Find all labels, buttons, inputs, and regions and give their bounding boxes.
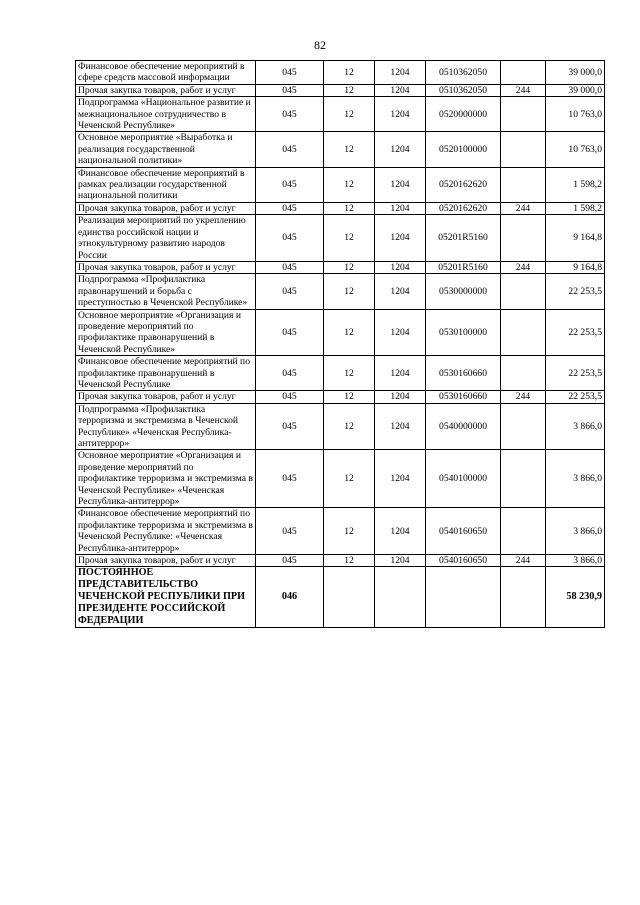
subsection-code-cell: 1204 xyxy=(375,215,426,262)
subsection-code-cell: 1204 xyxy=(375,97,426,132)
section-code-cell: 12 xyxy=(324,508,375,555)
table-row xyxy=(76,132,605,167)
table-row xyxy=(76,555,605,567)
amount-cell: 3 866,0 xyxy=(546,403,605,450)
target-article-cell: 0540000000 xyxy=(426,403,501,450)
ministry-code-cell: 045 xyxy=(256,132,324,167)
amount-cell: 10 763,0 xyxy=(546,97,605,132)
amount-cell: 58 230,9 xyxy=(546,567,605,628)
subsection-code-cell: 1204 xyxy=(375,61,426,85)
amount-cell: 3 866,0 xyxy=(546,450,605,508)
row-name-cell: Финансовое обеспечение мероприятий в сфере средств массовой информации xyxy=(76,61,256,85)
table-row xyxy=(76,97,605,132)
ministry-code-cell: 045 xyxy=(256,450,324,508)
subsection-code-cell: 1204 xyxy=(375,450,426,508)
amount-cell: 1 598,2 xyxy=(546,167,605,202)
budget-table xyxy=(75,60,605,628)
row-name-cell: Финансовое обеспечение мероприятий в рамках реализации государственной национальной политики xyxy=(76,167,256,202)
budget-table-body xyxy=(76,61,605,628)
row-name-cell: Основное мероприятие «Организация и проведение мероприятий по профилактике правонарушений в Чеченской Республике» xyxy=(76,309,256,356)
ministry-code-cell: 045 xyxy=(256,61,324,85)
subsection-code-cell: 1204 xyxy=(375,167,426,202)
expense-type-cell xyxy=(501,167,546,202)
row-name-cell: Основное мероприятие «Организация и проведение мероприятий по профилактике терроризма и экстремизма в Чеченской Республике» «Чеченская Республика-антитеррор» xyxy=(76,450,256,508)
expense-type-cell xyxy=(501,215,546,262)
target-article-cell: 0530000000 xyxy=(426,274,501,309)
target-article-cell: 0540160650 xyxy=(426,508,501,555)
table-row xyxy=(76,274,605,309)
row-name-cell: Финансовое обеспечение мероприятий по профилактике правонарушений в Чеченской Республике xyxy=(76,356,256,391)
ministry-code-cell: 046 xyxy=(256,567,324,628)
table-row xyxy=(76,391,605,403)
expense-type-cell: 244 xyxy=(501,261,546,273)
table-row xyxy=(76,202,605,214)
row-name-cell: Финансовое обеспечение мероприятий по профилактике терроризма и экстремизма в Чеченской Республике: «Чеченская Республика-антитеррор» xyxy=(76,508,256,555)
amount-cell: 39 000,0 xyxy=(546,61,605,85)
target-article-cell: 0510362050 xyxy=(426,61,501,85)
section-code-cell: 12 xyxy=(324,84,375,96)
amount-cell: 3 866,0 xyxy=(546,508,605,555)
table-row xyxy=(76,567,605,628)
target-article-cell: 0530160660 xyxy=(426,356,501,391)
ministry-code-cell: 045 xyxy=(256,508,324,555)
subsection-code-cell: 1204 xyxy=(375,202,426,214)
table-row xyxy=(76,356,605,391)
ministry-code-cell: 045 xyxy=(256,555,324,567)
expense-type-cell xyxy=(501,274,546,309)
section-code-cell: 12 xyxy=(324,132,375,167)
subsection-code-cell: 1204 xyxy=(375,391,426,403)
row-name-cell: Подпрограмма «Профилактика правонарушений и борьба с преступностью в Чеченской Республике» xyxy=(76,274,256,309)
section-code-cell: 12 xyxy=(324,61,375,85)
table-row xyxy=(76,403,605,450)
row-name-cell: Реализация мероприятий по укреплению единства российской нации и этнокультурному развитию народов России xyxy=(76,215,256,262)
section-code-cell: 12 xyxy=(324,97,375,132)
section-code-cell xyxy=(324,567,375,628)
subsection-code-cell: 1204 xyxy=(375,261,426,273)
ministry-code-cell: 045 xyxy=(256,274,324,309)
ministry-code-cell: 045 xyxy=(256,167,324,202)
expense-type-cell xyxy=(501,132,546,167)
target-article-cell: 0520100000 xyxy=(426,132,501,167)
amount-cell: 39 000,0 xyxy=(546,84,605,96)
section-code-cell: 12 xyxy=(324,261,375,273)
amount-cell: 10 763,0 xyxy=(546,132,605,167)
expense-type-cell: 244 xyxy=(501,202,546,214)
table-row xyxy=(76,215,605,262)
amount-cell: 22 253,5 xyxy=(546,356,605,391)
expense-type-cell xyxy=(501,403,546,450)
subsection-code-cell: 1204 xyxy=(375,403,426,450)
subsection-code-cell xyxy=(375,567,426,628)
amount-cell: 22 253,5 xyxy=(546,274,605,309)
target-article-cell: 0530160660 xyxy=(426,391,501,403)
section-code-cell: 12 xyxy=(324,555,375,567)
table-row xyxy=(76,508,605,555)
row-name-cell: Прочая закупка товаров, работ и услуг xyxy=(76,84,256,96)
ministry-code-cell: 045 xyxy=(256,356,324,391)
row-name-cell: Основное мероприятие «Выработка и реализация государственной национальной политики» xyxy=(76,132,256,167)
expense-type-cell: 244 xyxy=(501,391,546,403)
ministry-code-cell: 045 xyxy=(256,215,324,262)
table-row xyxy=(76,261,605,273)
subsection-code-cell: 1204 xyxy=(375,555,426,567)
target-article-cell: 0520162620 xyxy=(426,167,501,202)
ministry-code-cell: 045 xyxy=(256,403,324,450)
row-name-cell: Подпрограмма «Национальное развитие и межнациональное сотрудничество в Чеченской Республике» xyxy=(76,97,256,132)
ministry-code-cell: 045 xyxy=(256,261,324,273)
target-article-cell: 0510362050 xyxy=(426,84,501,96)
ministry-code-cell: 045 xyxy=(256,84,324,96)
page-number: 82 xyxy=(314,38,326,52)
row-name-cell: Прочая закупка товаров, работ и услуг xyxy=(76,261,256,273)
section-code-cell: 12 xyxy=(324,215,375,262)
table-row xyxy=(76,84,605,96)
expense-type-cell xyxy=(501,567,546,628)
amount-cell: 22 253,5 xyxy=(546,391,605,403)
section-code-cell: 12 xyxy=(324,403,375,450)
ministry-code-cell: 045 xyxy=(256,309,324,356)
section-code-cell: 12 xyxy=(324,309,375,356)
ministry-code-cell: 045 xyxy=(256,97,324,132)
table-row xyxy=(76,309,605,356)
row-name-cell: Прочая закупка товаров, работ и услуг xyxy=(76,202,256,214)
target-article-cell: 05201R5160 xyxy=(426,261,501,273)
target-article-cell: 05201R5160 xyxy=(426,215,501,262)
section-code-cell: 12 xyxy=(324,450,375,508)
subsection-code-cell: 1204 xyxy=(375,132,426,167)
row-name-cell: Прочая закупка товаров, работ и услуг xyxy=(76,391,256,403)
row-name-cell: Прочая закупка товаров, работ и услуг xyxy=(76,555,256,567)
expense-type-cell xyxy=(501,356,546,391)
subsection-code-cell: 1204 xyxy=(375,274,426,309)
expense-type-cell: 244 xyxy=(501,84,546,96)
subsection-code-cell: 1204 xyxy=(375,356,426,391)
expense-type-cell: 244 xyxy=(501,555,546,567)
row-name-cell: ПОСТОЯННОЕ ПРЕДСТАВИТЕЛЬСТВО ЧЕЧЕНСКОЙ РЕСПУБЛИКИ ПРИ ПРЕЗИДЕНТЕ РОССИЙСКОЙ ФЕДЕРАЦИИ xyxy=(76,567,256,628)
amount-cell: 1 598,2 xyxy=(546,202,605,214)
amount-cell: 9 164,8 xyxy=(546,261,605,273)
target-article-cell: 0530100000 xyxy=(426,309,501,356)
table-row xyxy=(76,450,605,508)
section-code-cell: 12 xyxy=(324,356,375,391)
subsection-code-cell: 1204 xyxy=(375,84,426,96)
target-article-cell: 0520000000 xyxy=(426,97,501,132)
target-article-cell: 0540100000 xyxy=(426,450,501,508)
amount-cell: 3 866,0 xyxy=(546,555,605,567)
amount-cell: 9 164,8 xyxy=(546,215,605,262)
expense-type-cell xyxy=(501,61,546,85)
subsection-code-cell: 1204 xyxy=(375,508,426,555)
expense-type-cell xyxy=(501,450,546,508)
target-article-cell xyxy=(426,567,501,628)
expense-type-cell xyxy=(501,97,546,132)
section-code-cell: 12 xyxy=(324,274,375,309)
subsection-code-cell: 1204 xyxy=(375,309,426,356)
row-name-cell: Подпрограмма «Профилактика терроризма и экстремизма в Чеченской Республике» «Чеченская Республика-антитеррор» xyxy=(76,403,256,450)
table-row xyxy=(76,61,605,85)
section-code-cell: 12 xyxy=(324,202,375,214)
amount-cell: 22 253,5 xyxy=(546,309,605,356)
expense-type-cell xyxy=(501,309,546,356)
table-row xyxy=(76,167,605,202)
section-code-cell: 12 xyxy=(324,391,375,403)
target-article-cell: 0540160650 xyxy=(426,555,501,567)
target-article-cell: 0520162620 xyxy=(426,202,501,214)
ministry-code-cell: 045 xyxy=(256,202,324,214)
ministry-code-cell: 045 xyxy=(256,391,324,403)
expense-type-cell xyxy=(501,508,546,555)
section-code-cell: 12 xyxy=(324,167,375,202)
